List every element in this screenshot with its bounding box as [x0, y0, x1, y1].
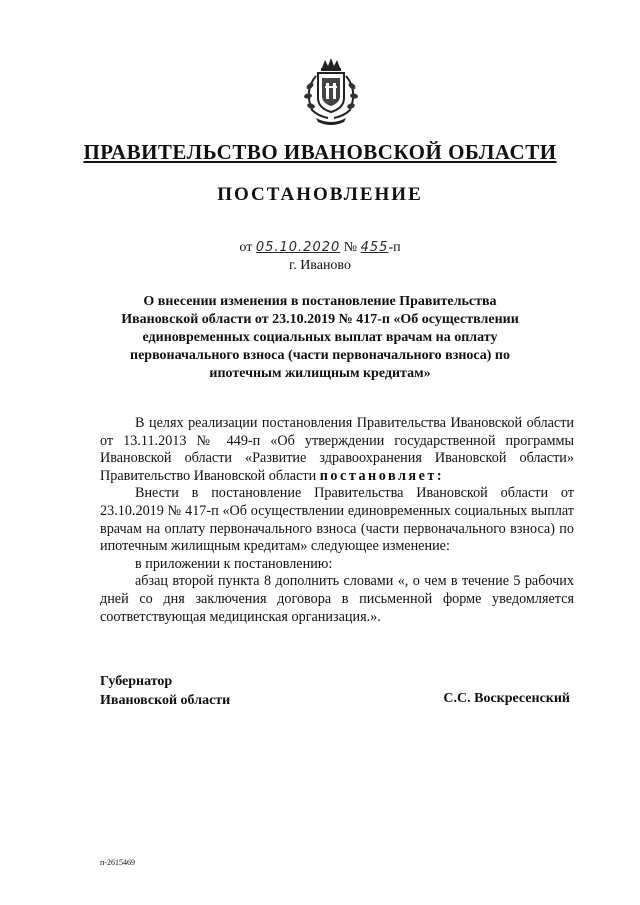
number-suffix: -п — [388, 240, 401, 255]
paragraph-4: абзац второй пункта 8 дополнить словами «, о чем в течение 5 рабочих дней со дня заключения договора в письменной форме уведомляется соответствующая медицинская организация.». — [100, 573, 574, 625]
paragraph-2: Внести в постановление Правительства Ивановской области от 23.10.2019 № 417-п «Об осуществлении единовременных социальных выплат врачам на оплату первоначального взноса (части первоначального взноса) по ипотечным жилищным кредитам» следующее изменение: — [100, 485, 574, 555]
document-code: п-2615469 — [100, 858, 135, 867]
decree-word: постановляет: — [319, 467, 445, 484]
number-sign: № — [343, 240, 358, 255]
date-number-line — [0, 240, 640, 256]
coat-of-arms-icon — [298, 56, 364, 126]
number-handwritten: 455 — [360, 240, 389, 255]
document-body — [100, 415, 574, 626]
document-subject: О внесении изменения в постановление Правительства Ивановской области от 23.10.2019 № 417-п «Об осуществлении единовременных социальных выплат врачам на оплату первоначального взноса (части первоначального взноса) по ипотечным жилищным кредитам» — [121, 294, 519, 381]
signer-title — [100, 672, 230, 710]
signer-name: С.С. Воскресенский — [443, 691, 570, 706]
signer-title-line-2: Ивановской области — [100, 693, 231, 708]
signer-title-line-1: Губернатор — [100, 674, 173, 689]
paragraph-3: в приложении к постановлению: — [135, 555, 333, 572]
date-prefix: от — [239, 240, 253, 255]
paragraph-1-text: В целях реализации постановления Правительства Ивановской области от 13.11.2013 № 449-п «Об утверждении государственной программы Ивановской области «Развитие здравоохранения Ивановской области» Правительство Ивановской области — [100, 415, 574, 484]
paragraph-1 — [100, 415, 574, 485]
date-handwritten: 05.10.2020 — [255, 240, 341, 255]
city: г. Иваново — [289, 258, 351, 273]
org-title: ПРАВИТЕЛЬСТВО ИВАНОВСКОЙ ОБЛАСТИ — [83, 140, 557, 164]
document-type: ПОСТАНОВЛЕНИЕ — [217, 184, 423, 205]
